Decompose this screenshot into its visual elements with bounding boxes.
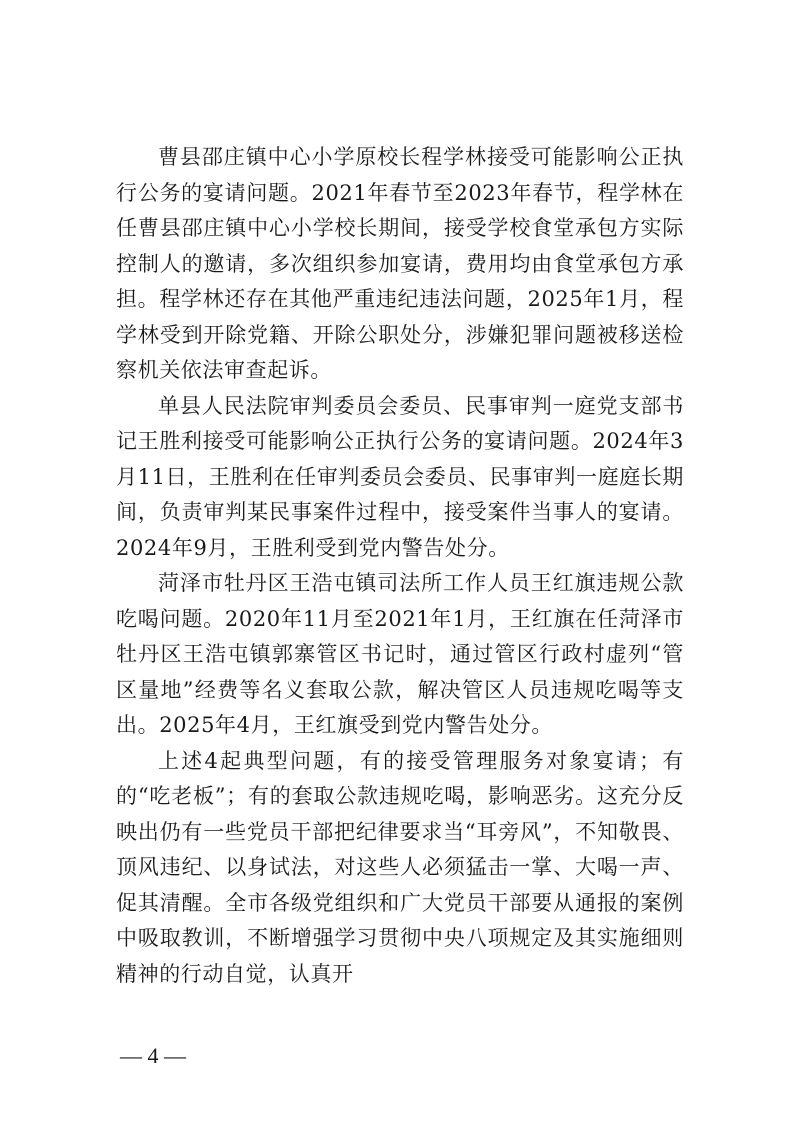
document-body [116, 140, 684, 992]
paragraph-case-cheng-xuelin: 曹县邵庄镇中心小学原校长程学林接受可能影响公正执行公务的宴请问题。2021年春节至2023年春节，程学林在任曹县邵庄镇中心小学校长期间，接受学校食堂承包方实际控制人的邀请，多次组织参加宴请，费用均由食堂承包方承担。程学林还存在其他严重违纪违法问题，2025年1月，程学林受到开除党籍、开除公职处分，涉嫌犯罪问题被移送检察机关依法审查起诉。 [116, 145, 684, 382]
paragraph-case-wang-shengli: 单县人民法院审判委员会委员、民事审判一庭党支部书记王胜利接受可能影响公正执行公务的宴请问题。2024年3月11日，王胜利在任审判委员会委员、民事审判一庭庭长期间，负责审判某民事案件过程中，接受案件当事人的宴请。2024年9月，王胜利受到党内警告处分。 [116, 393, 684, 560]
page-number: — 4 — [120, 1043, 186, 1068]
paragraph-summary: 上述4起典型问题，有的接受管理服务对象宴请；有的“吃老板”；有的套取公款违规吃喝，影响恶劣。这充分反映出仍有一些党员干部把纪律要求当“耳旁风”，不知敬畏、顶风违纪、以身试法，对这些人必须猛击一掌、大喝一声、促其清醒。全市各级党组织和广大党员干部要从通报的案例中吸取教训，不断增强学习贯彻中央八项规定及其实施细则精神的行动自觉，认真开 [116, 748, 684, 986]
paragraph-case-wang-hongqi: 菏泽市牡丹区王浩屯镇司法所工作人员王红旗违规公款吃喝问题。2020年11月至2021年1月，王红旗在任菏泽市牡丹区王浩屯镇郭寨管区书记时，通过管区行政村虚列“管区量地”经费等名义套取公款，解决管区人员违规吃喝等支出。2025年4月，王红旗受到党内警告处分。 [116, 571, 684, 737]
